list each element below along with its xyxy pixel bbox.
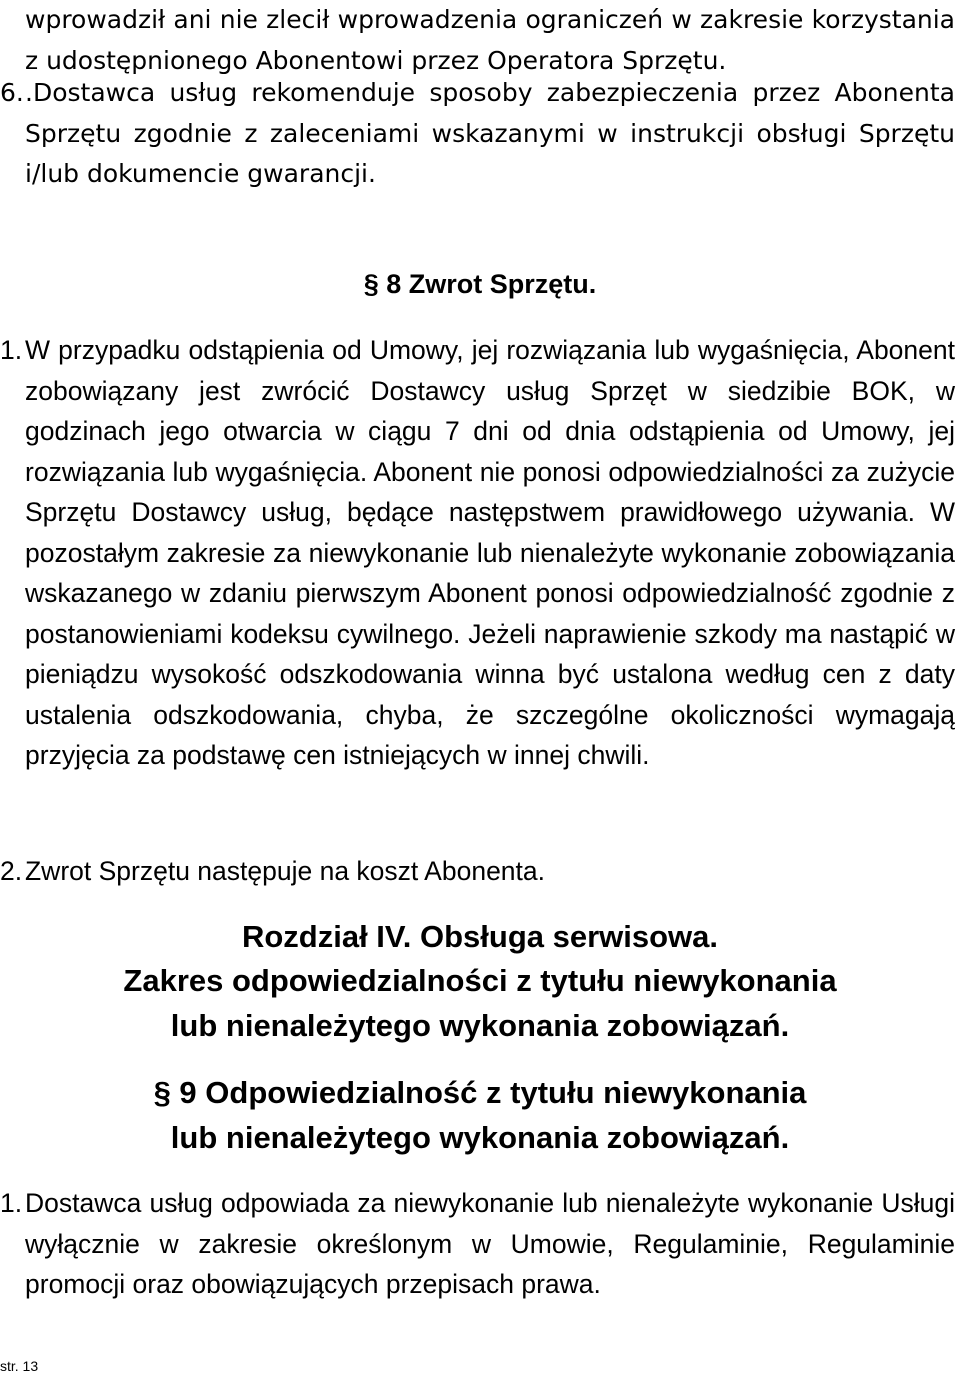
chapter-subtitle-line-2: lub nienależytego wykonania zobowiązań. (170, 1008, 790, 1043)
section-9-item-1 (0, 1183, 955, 1305)
page-number: str. 13 (0, 1358, 39, 1374)
section-8-item-2 (0, 851, 955, 892)
chapter-subtitle-line-1: Zakres odpowiedzialności z tytułu niewykonania (123, 963, 837, 998)
intro-paragraph: wprowadził ani nie zlecił wprowadzenia ograniczeń w zakresie korzystania z udostępnionego Abonentowi przez Operatora Sprzętu. (25, 5, 955, 75)
section-9-title-line-1: § 9 Odpowiedzialność z tytułu niewykonania (153, 1075, 807, 1110)
item-6 (0, 73, 955, 195)
section-8-item-1 (0, 330, 955, 776)
section-8-item-2-text: Zwrot Sprzętu następuje na koszt Abonenta. (25, 856, 546, 886)
section-9-title-line-2: lub nienależytego wykonania zobowiązań. (170, 1120, 790, 1155)
section-8-item-2-number: 2. (0, 856, 23, 886)
section-9-item-1-number: 1. (0, 1188, 23, 1218)
item-6-text: .Dostawca usług rekomenduje sposoby zabezpieczenia przez Abonenta Sprzętu zgodnie z zaleceniami wskazanymi w instrukcji obsługi Sprzętu i/lub dokumencie gwarancji. (25, 78, 955, 188)
section-8-item-1-text: W przypadku odstąpienia od Umowy, jej rozwiązania lub wygaśnięcia, Abonent zobowiązany jest zwrócić Dostawcy usług Sprzęt w siedzibie BOK, w godzinach jego otwarcia w ciągu 7 dni od dnia odstąpienia od Umowy, jej rozwiązania lub wygaśnięcia. Abonent nie ponosi odpowiedzialności za zużycie Sprzętu Dostawcy usług, będące następstwem prawidłowego używania. W pozostałym zakresie za niewykonanie lub nienależyte wykonanie zobowiązania wskazanego w zdaniu pierwszym Abonent ponosi odpowiedzialność zgodnie z postanowieniami kodeksu cywilnego. Jeżeli naprawienie szkody ma nastąpić w pieniądzu wysokość odszkodowania winna być ustalona według cen z daty ustalenia odszkodowania, chyba, że szczególne okoliczności wymagają przyjęcia za podstawę cen istniejących w innej chwili. (25, 335, 955, 770)
section-9-item-1-text: Dostawca usług odpowiada za niewykonanie lub nienależyte wykonanie Usługi wyłącznie w zakresie określonym w Umowie, Regulaminie, Regulaminie promocji oraz obowiązujących przepisach prawa. (25, 1188, 955, 1299)
chapter-title: Rozdział IV. Obsługa serwisowa. (241, 919, 719, 954)
section-8-title: § 8 Zwrot Sprzętu. (363, 269, 597, 299)
section-8-item-1-number: 1. (0, 335, 23, 365)
item-6-number: 6. (0, 78, 24, 107)
